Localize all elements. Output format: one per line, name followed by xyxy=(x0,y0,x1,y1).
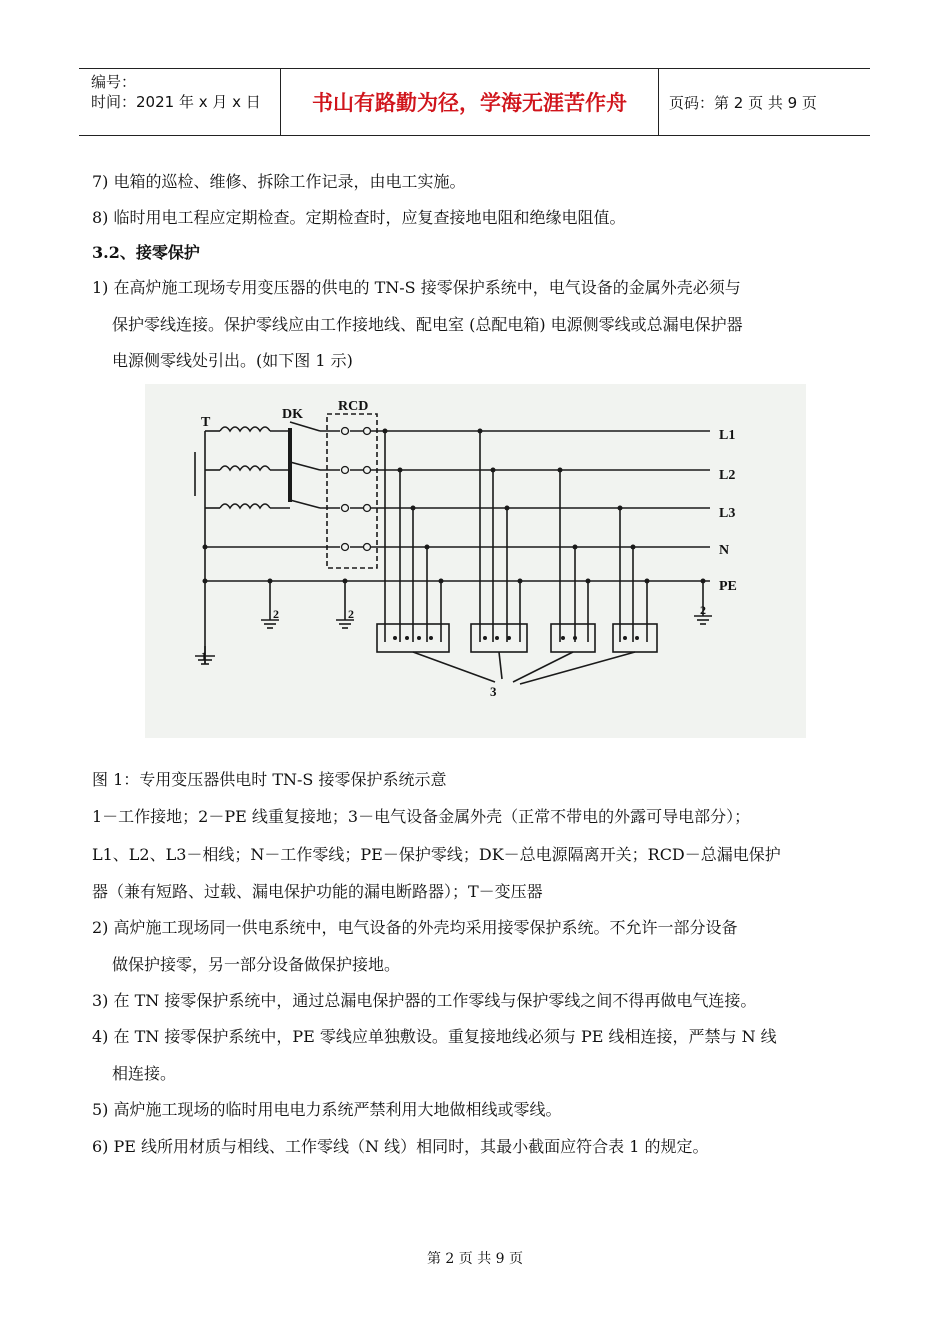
label-L2: L2 xyxy=(719,468,736,483)
label-RCD: RCD xyxy=(338,399,369,414)
para-3: 3) 在 TN 接零保护系统中，通过总漏电保护器的工作零线与保护零线之间不得再做电气连接。 xyxy=(92,991,757,1010)
page-footer: 第 2 页 共 9 页 xyxy=(426,1251,524,1267)
legend-line-2: L1、L2、L3－相线；N－工作零线；PE－保护零线；DK－总电源隔离开关；RCD－总漏电保护 xyxy=(92,845,781,864)
header-left-cell xyxy=(79,69,281,135)
label-T: T xyxy=(201,415,211,430)
line-7: 7) 电箱的巡检、维修、拆除工作记录，由电工实施。 xyxy=(92,172,466,191)
motto-text: 书山有路勤为径，学海无涯苦作舟 xyxy=(312,91,627,115)
legend-line-3: 器（兼有短路、过载、漏电保护功能的漏电断路器）；T－变压器 xyxy=(92,882,543,901)
para-5: 5) 高炉施工现场的临时用电电力系统严禁利用大地做相线或零线。 xyxy=(92,1100,562,1119)
label-N: N xyxy=(719,543,730,558)
para-1-line-a: 1) 在高炉施工现场专用变压器的供电的 TN-S 接零保护系统中，电气设备的金属外壳必须与 xyxy=(92,278,741,297)
figure-caption: 图 1：专用变压器供电时 TN-S 接零保护系统示意 xyxy=(92,770,447,789)
para-1-line-b: 保护零线连接。保护零线应由工作接地线、配电室 (总配电箱) 电源侧零线或总漏电保护器 xyxy=(112,315,743,334)
para-4-line-b: 相连接。 xyxy=(112,1064,177,1083)
para-6: 6) PE 线所用材质与相线、工作零线（N 线）相同时，其最小截面应符合表 1 的规定。 xyxy=(92,1137,709,1156)
section-heading-3-2: 3.2、接零保护 xyxy=(92,243,200,262)
label-ground-2c: 2 xyxy=(700,603,706,617)
para-2-line-a: 2) 高炉施工现场同一供电系统中，电气设备的外壳均采用接零保护系统。不允许一部分设备 xyxy=(92,918,738,937)
para-2-line-b: 做保护接零，另一部分设备做保护接地。 xyxy=(112,955,401,974)
tn-s-diagram xyxy=(145,384,806,738)
label-ground-2b: 2 xyxy=(348,607,354,621)
para-1-line-c: 电源侧零线处引出。(如下图 1 示) xyxy=(112,351,353,370)
legend-line-1: 1－工作接地；2－PE 线重复接地；3－电气设备金属外壳（正常不带电的外露可导电部分）； xyxy=(92,807,751,826)
label-L3: L3 xyxy=(719,506,736,521)
label-enclosure-3: 3 xyxy=(490,684,497,699)
number-label: 编号： xyxy=(91,73,137,91)
tn-s-diagram-figure xyxy=(145,384,806,738)
header-motto-cell xyxy=(281,69,659,135)
header-page-cell xyxy=(659,69,870,135)
label-ground-1: 1 xyxy=(201,649,207,663)
label-DK: DK xyxy=(282,407,303,422)
label-ground-2a: 2 xyxy=(273,607,279,621)
label-L1: L1 xyxy=(719,428,736,443)
header-table xyxy=(79,68,870,136)
line-8: 8) 临时用电工程应定期检查。定期检查时，应复查接地电阻和绝缘电阻值。 xyxy=(92,208,626,227)
time-label: 时间：2021 年 x 月 x 日 xyxy=(91,93,261,111)
page-label: 页码：第 2 页 共 9 页 xyxy=(669,93,817,112)
label-PE: PE xyxy=(719,579,737,594)
para-4-line-a: 4) 在 TN 接零保护系统中，PE 零线应单独敷设。重复接地线必须与 PE 线相连接，严禁与 N 线 xyxy=(92,1027,777,1046)
